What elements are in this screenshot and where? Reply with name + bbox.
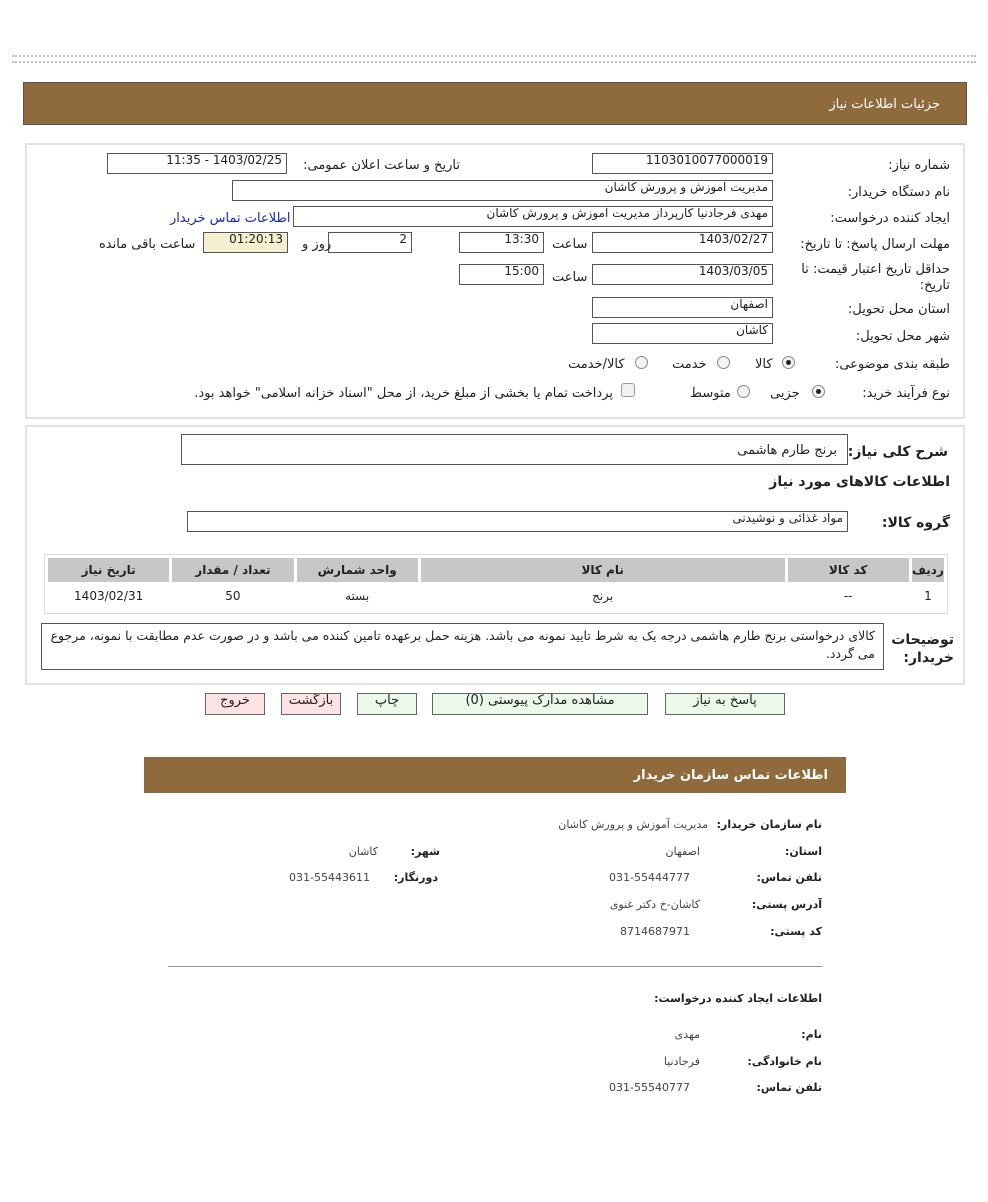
col-header-date: تاریخ نیاز	[48, 558, 169, 582]
category-option-goods-service: کالا/خدمت	[568, 357, 625, 372]
contact-fax-label: دورنگار:	[393, 871, 438, 884]
items-table-frame	[44, 554, 948, 614]
process-option-medium: متوسط	[690, 386, 731, 401]
remaining-label: ساعت باقی مانده	[99, 237, 196, 252]
creator-section-title: اطلاعات ایجاد کننده درخواست:	[654, 992, 822, 1005]
need-number-label: شماره نیاز:	[888, 158, 950, 173]
creator-phone-label: تلفن تماس:	[756, 1081, 822, 1094]
col-header-row: ردیف	[912, 558, 944, 582]
reply-button[interactable]: پاسخ به نیاز	[665, 693, 785, 715]
table-row	[48, 585, 944, 607]
city-label: شهر محل تحویل:	[855, 329, 950, 344]
deadline-date-field: 1403/02/27	[592, 232, 773, 253]
price-time-label: ساعت	[552, 270, 588, 285]
description-field: برنج طارم هاشمی	[181, 434, 848, 465]
goods-group-field: مواد غذائی و نوشیدنی	[187, 511, 848, 532]
creator-field: مهدی فرجادنیا کارپرداز مدیریت آموزش و پرورش کاشان	[293, 206, 773, 227]
need-date-cell: 1403/02/31	[74, 589, 144, 603]
creator-family-label: نام خانوادگی:	[747, 1055, 822, 1068]
contact-postal-label: کد پستی:	[770, 925, 822, 938]
back-button[interactable]: بازگشت	[281, 693, 341, 715]
need-number-field: 1103010077000019	[592, 153, 773, 174]
creator-name-value: مهدی	[674, 1028, 700, 1041]
contact-address-value: کاشان-خ دکتر غنوی	[609, 898, 700, 911]
remaining-time-field: 01:20:13	[203, 232, 288, 253]
goods-name-cell: برنج	[592, 589, 614, 603]
contact-postal-value: 8714687971	[620, 925, 690, 938]
goods-code-cell: --	[843, 589, 853, 603]
price-validity-label: حداقل تاریخ اعتبار قیمت: تا تاریخ:	[801, 262, 950, 293]
process-radio-medium[interactable]	[737, 385, 750, 398]
contact-city-value: کاشان	[348, 845, 378, 858]
treasury-note: پرداخت تمام یا بخشی از مبلغ خرید، از محل "اسناد خزانه اسلامی" خواهد بود.	[194, 386, 613, 401]
process-radio-minor[interactable]	[812, 385, 825, 398]
top-separator	[12, 55, 976, 63]
category-option-goods: کالا	[755, 357, 773, 372]
page-header	[23, 82, 967, 125]
contact-address-label: آدرس پستی:	[751, 898, 822, 911]
contact-city-label: شهر:	[410, 845, 440, 858]
goods-group-label: گروه کالا:	[881, 515, 950, 531]
creator-phone-value: 031-55540777	[609, 1081, 690, 1094]
process-label: نوع فرآیند خرید:	[862, 386, 950, 401]
contact-title: اطلاعات تماس سازمان خریدار	[633, 768, 828, 783]
deadline-time-label: ساعت	[552, 237, 588, 252]
page-title: جزئیات اطلاعات نیاز	[829, 97, 940, 112]
days-field: 2	[328, 232, 412, 253]
items-table	[45, 555, 947, 610]
unit-cell: بسته	[345, 589, 370, 603]
price-time-field: 15:00	[459, 264, 544, 285]
creator-name-label: نام:	[801, 1028, 822, 1041]
treasury-checkbox[interactable]	[621, 383, 635, 397]
buyer-contact-link[interactable]: اطلاعات تماس خریدار	[170, 211, 291, 226]
announce-field: 1403/02/25 - 11:35	[107, 153, 287, 174]
announce-label: تاریخ و ساعت اعلان عمومی:	[303, 158, 460, 173]
contact-phone-label: تلفن تماس:	[756, 871, 822, 884]
contact-phone-value: 031-55444777	[609, 871, 690, 884]
items-table-header	[48, 558, 944, 582]
province-label: استان محل تحویل:	[848, 302, 950, 317]
category-label: طبقه بندی موضوعی:	[834, 357, 950, 372]
contact-province-value: اصفهان	[665, 845, 700, 858]
row-number-cell: 1	[924, 589, 932, 603]
category-radio-goods-service[interactable]	[635, 356, 648, 369]
category-radio-goods[interactable]	[782, 356, 795, 369]
contact-divider	[168, 966, 822, 967]
deadline-label: مهلت ارسال پاسخ: تا تاریخ:	[800, 237, 950, 252]
buyer-org-field: مدیریت آموزش و پرورش کاشان	[232, 180, 773, 201]
goods-section-title: اطلاعات کالاهای مورد نیاز	[769, 474, 950, 490]
days-label: روز و	[302, 237, 332, 252]
attachments-button[interactable]: مشاهده مدارک پیوستی (0)	[432, 693, 648, 715]
category-radio-service[interactable]	[717, 356, 730, 369]
contact-org-label: نام سازمان خریدار:	[716, 818, 822, 831]
buyer-notes-label: توضیحات خریدار:	[891, 632, 954, 666]
exit-button[interactable]: خروج	[205, 693, 265, 715]
deadline-time-field: 13:30	[459, 232, 544, 253]
creator-family-value: فرجادنیا	[663, 1055, 700, 1068]
category-option-service: خدمت	[672, 357, 707, 372]
creator-label: ایجاد کننده درخواست:	[830, 211, 950, 226]
contact-org-value: مدیریت آموزش و پرورش کاشان	[558, 818, 708, 831]
col-header-unit: واحد شمارش	[297, 558, 418, 582]
province-field: اصفهان	[592, 297, 773, 318]
price-date-field: 1403/03/05	[592, 264, 773, 285]
buyer-notes-field: کالای درخواستی برنج طارم هاشمی درجه یک به شرط تایید نمونه می باشد. هزینه حمل برعهده تامین کننده می باشد و در صورت عدم مطابقت با نمونه، مرجوع می گردد.	[41, 623, 884, 670]
col-header-quantity: تعداد / مقدار	[172, 558, 293, 582]
print-button[interactable]: چاپ	[357, 693, 417, 715]
description-label: شرح کلی نیاز:	[847, 444, 948, 460]
city-field: کاشان	[592, 323, 773, 344]
quantity-cell: 50	[225, 589, 241, 603]
contact-province-label: استان:	[785, 845, 822, 858]
contact-fax-value: 031-55443611	[289, 871, 370, 884]
process-option-minor: جزیی	[770, 386, 800, 401]
contact-header	[144, 757, 846, 793]
buyer-org-label: نام دستگاه خریدار:	[847, 185, 950, 200]
col-header-name: نام کالا	[421, 558, 785, 582]
col-header-code: کد کالا	[788, 558, 909, 582]
